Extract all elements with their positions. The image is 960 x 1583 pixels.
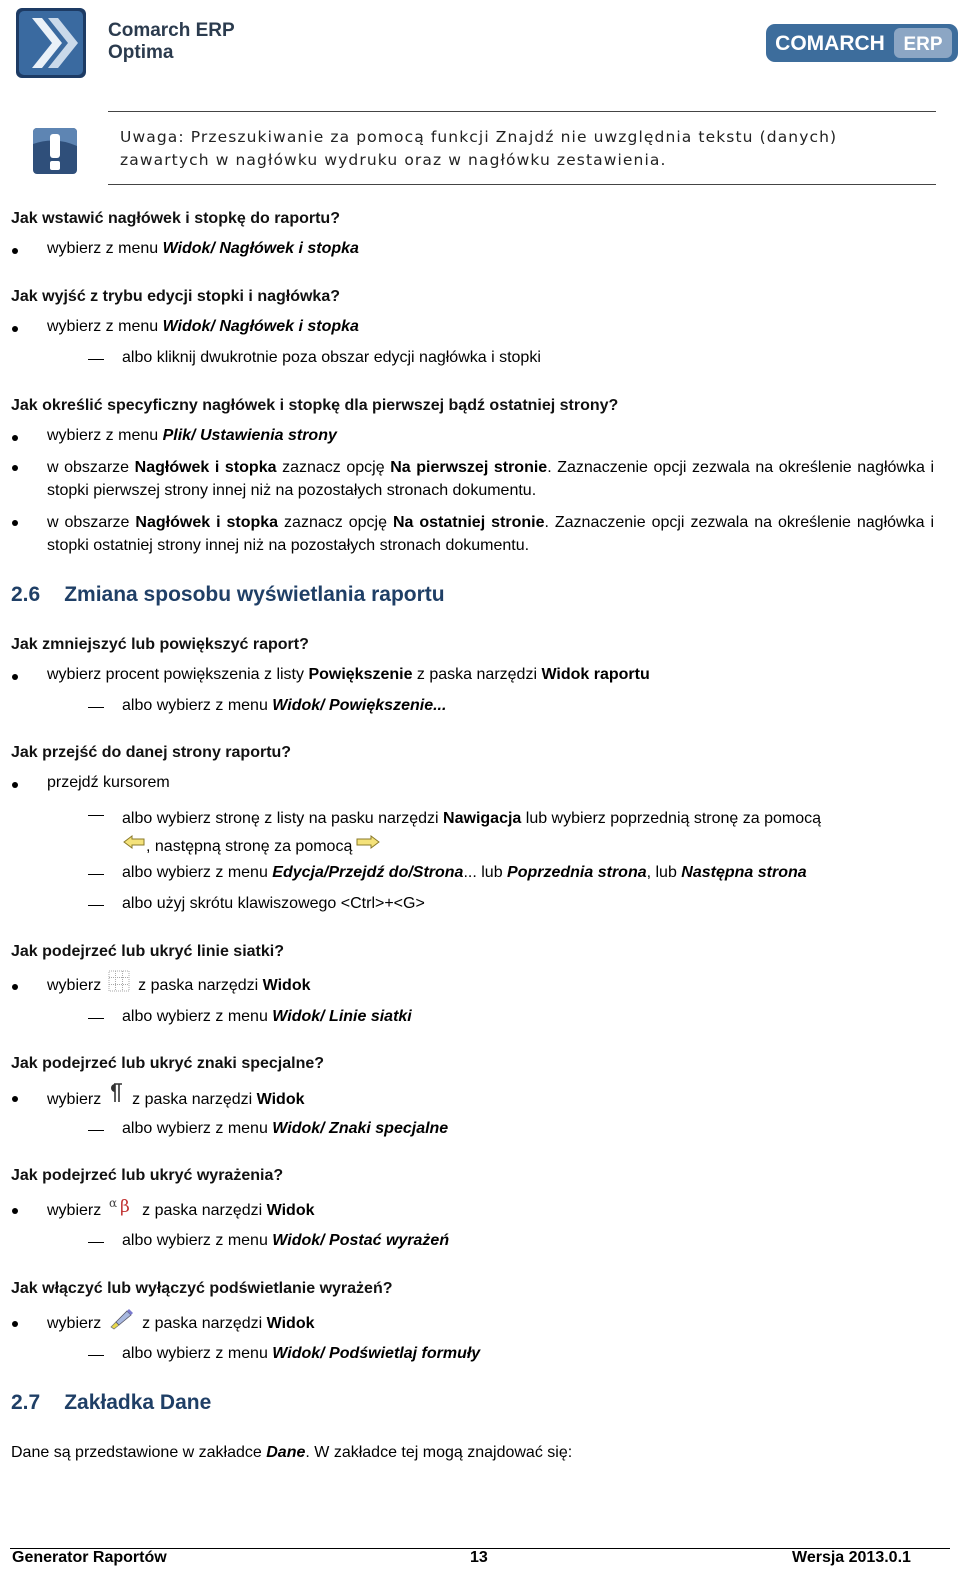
dash-bullet	[88, 707, 104, 708]
brand-line-2: Optima	[108, 42, 174, 63]
bullet	[12, 435, 18, 441]
bullet	[12, 248, 18, 254]
list-item: wybierz z menu Widok/ Nagłówek i stopka	[47, 318, 359, 335]
comarch-logo-text: COMARCH	[775, 32, 885, 55]
question-heading: Jak podejrzeć lub ukryć linie siatki?	[11, 943, 284, 960]
dash-bullet	[88, 1355, 104, 1356]
svg-text:β: β	[119, 1197, 130, 1217]
question-heading: Jak zmniejszyć lub powiększyć raport?	[11, 636, 309, 653]
question-heading: Jak wstawić nagłówek i stopkę do raportu?	[11, 210, 340, 227]
question-heading: Jak określić specyficzny nagłówek i stopkę dla pierwszej bądź ostatniej strony?	[11, 397, 619, 414]
dash-bullet	[88, 815, 104, 816]
sub-item: albo wybierz z menu Edycja/Przejdź do/Strona... lub Poprzednia strona, lub Następna strona	[122, 864, 807, 881]
bullet	[12, 1208, 18, 1214]
question-heading: Jak wyjść z trybu edycji stopki i nagłówka?	[11, 288, 340, 305]
arrow-right-icon[interactable]	[355, 835, 381, 853]
sub-item: albo wybierz stronę z listy na pasku narzędzi Nawigacja lub wybierz poprzednią stronę za pomocą , następną stronę za pomocą	[122, 810, 822, 855]
sub-item: albo wybierz z menu Widok/ Znaki specjalne	[122, 1120, 449, 1137]
dash-bullet	[88, 1130, 104, 1131]
pilcrow-icon[interactable]	[108, 1082, 124, 1106]
footer-version: Wersja 2013.0.1	[792, 1549, 911, 1566]
list-item: wybierz z paska narzędzi Widok	[47, 1082, 305, 1109]
comarch-logo	[766, 24, 958, 62]
list-item: wybierz z paska narzędzi Widok	[47, 970, 311, 995]
grid-lines-icon[interactable]	[108, 970, 130, 992]
highlighter-icon[interactable]	[108, 1308, 134, 1330]
list-item: przejdź kursorem	[47, 774, 170, 791]
bullet	[12, 984, 18, 990]
comarch-erp-optima-logo-icon	[16, 8, 86, 78]
question-heading: Jak podejrzeć lub ukryć znaki specjalne?	[11, 1055, 325, 1072]
bullet	[12, 782, 18, 788]
bullet	[12, 1321, 18, 1327]
list-item: wybierz α β z paska narzędzi Widok	[47, 1196, 315, 1219]
sub-item: albo wybierz z menu Widok/ Powiększenie...	[122, 697, 447, 714]
sub-item: albo wybierz z menu Widok/ Linie siatki	[122, 1008, 412, 1025]
exclamation-icon	[32, 126, 78, 174]
section-heading: 2.7 Zakładka Dane	[11, 1391, 212, 1414]
bullet	[12, 674, 18, 680]
list-item: wybierz z menu Widok/ Nagłówek i stopka	[47, 240, 359, 257]
list-item: wybierz z paska narzędzi Widok	[47, 1308, 315, 1333]
dash-bullet	[88, 359, 104, 360]
brand-line-1: Comarch ERP	[108, 20, 235, 41]
footer-title: Generator Raportów	[12, 1549, 167, 1566]
list-item: wybierz procent powiększenia z listy Powiększenie z paska narzędzi Widok raportu	[47, 666, 650, 683]
arrow-left-icon[interactable]	[122, 835, 146, 853]
page-number: 13	[470, 1549, 488, 1566]
note-top-rule	[108, 111, 936, 112]
question-heading: Jak przejść do danej strony raportu?	[11, 744, 292, 761]
note-text: Uwaga: Przeszukiwanie za pomocą funkcji Znajdź nie uwzględnia tekstu (danych) zawartych w nagłówku wydruku oraz w nagłówku zestawienia.	[120, 128, 838, 169]
dash-bullet	[88, 1242, 104, 1243]
bullet	[12, 465, 18, 471]
sub-item: albo wybierz z menu Widok/ Podświetlaj formuły	[122, 1345, 481, 1362]
section-heading: 2.6 Zmiana sposobu wyświetlania raportu	[11, 583, 445, 606]
bullet	[12, 326, 18, 332]
brand-name	[108, 20, 235, 64]
list-item: w obszarze Nagłówek i stopka zaznacz opcję Na pierwszej stronie. Zaznaczenie opcji zezwala na określenie nagłówka i stopki pierwszej strony innej niż na pozostałych stronach dokumentu.	[47, 459, 935, 499]
question-heading: Jak podejrzeć lub ukryć wyrażenia?	[11, 1167, 284, 1184]
list-item: w obszarze Nagłówek i stopka zaznacz opcję Na ostatniej stronie. Zaznaczenie opcji zezwala na określenie nagłówka i stopki ostatniej strony innej niż na pozostałych stronach dokumentu.	[47, 514, 935, 554]
comarch-logo-erp: ERP	[903, 34, 943, 55]
question-heading: Jak włączyć lub wyłączyć podświetlanie wyrażeń?	[11, 1280, 393, 1297]
sub-item: albo kliknij dwukrotnie poza obszar edycji nagłówka i stopki	[122, 349, 541, 366]
dash-bullet	[88, 1018, 104, 1019]
bullet	[12, 1096, 18, 1102]
paragraph: Dane są przedstawione w zakładce Dane. W zakładce tej mogą znajdować się:	[11, 1444, 573, 1461]
dash-bullet	[88, 874, 104, 875]
bullet	[12, 520, 18, 526]
note-bottom-rule	[108, 184, 936, 185]
dash-bullet	[88, 905, 104, 906]
svg-text:α: α	[108, 1196, 117, 1210]
alpha-beta-icon[interactable]	[108, 1195, 134, 1217]
sub-item: albo użyj skrótu klawiszowego <Ctrl>+<G>	[122, 895, 425, 912]
sub-item: albo wybierz z menu Widok/ Postać wyrażeń	[122, 1232, 450, 1249]
list-item: wybierz z menu Plik/ Ustawienia strony	[47, 427, 337, 444]
